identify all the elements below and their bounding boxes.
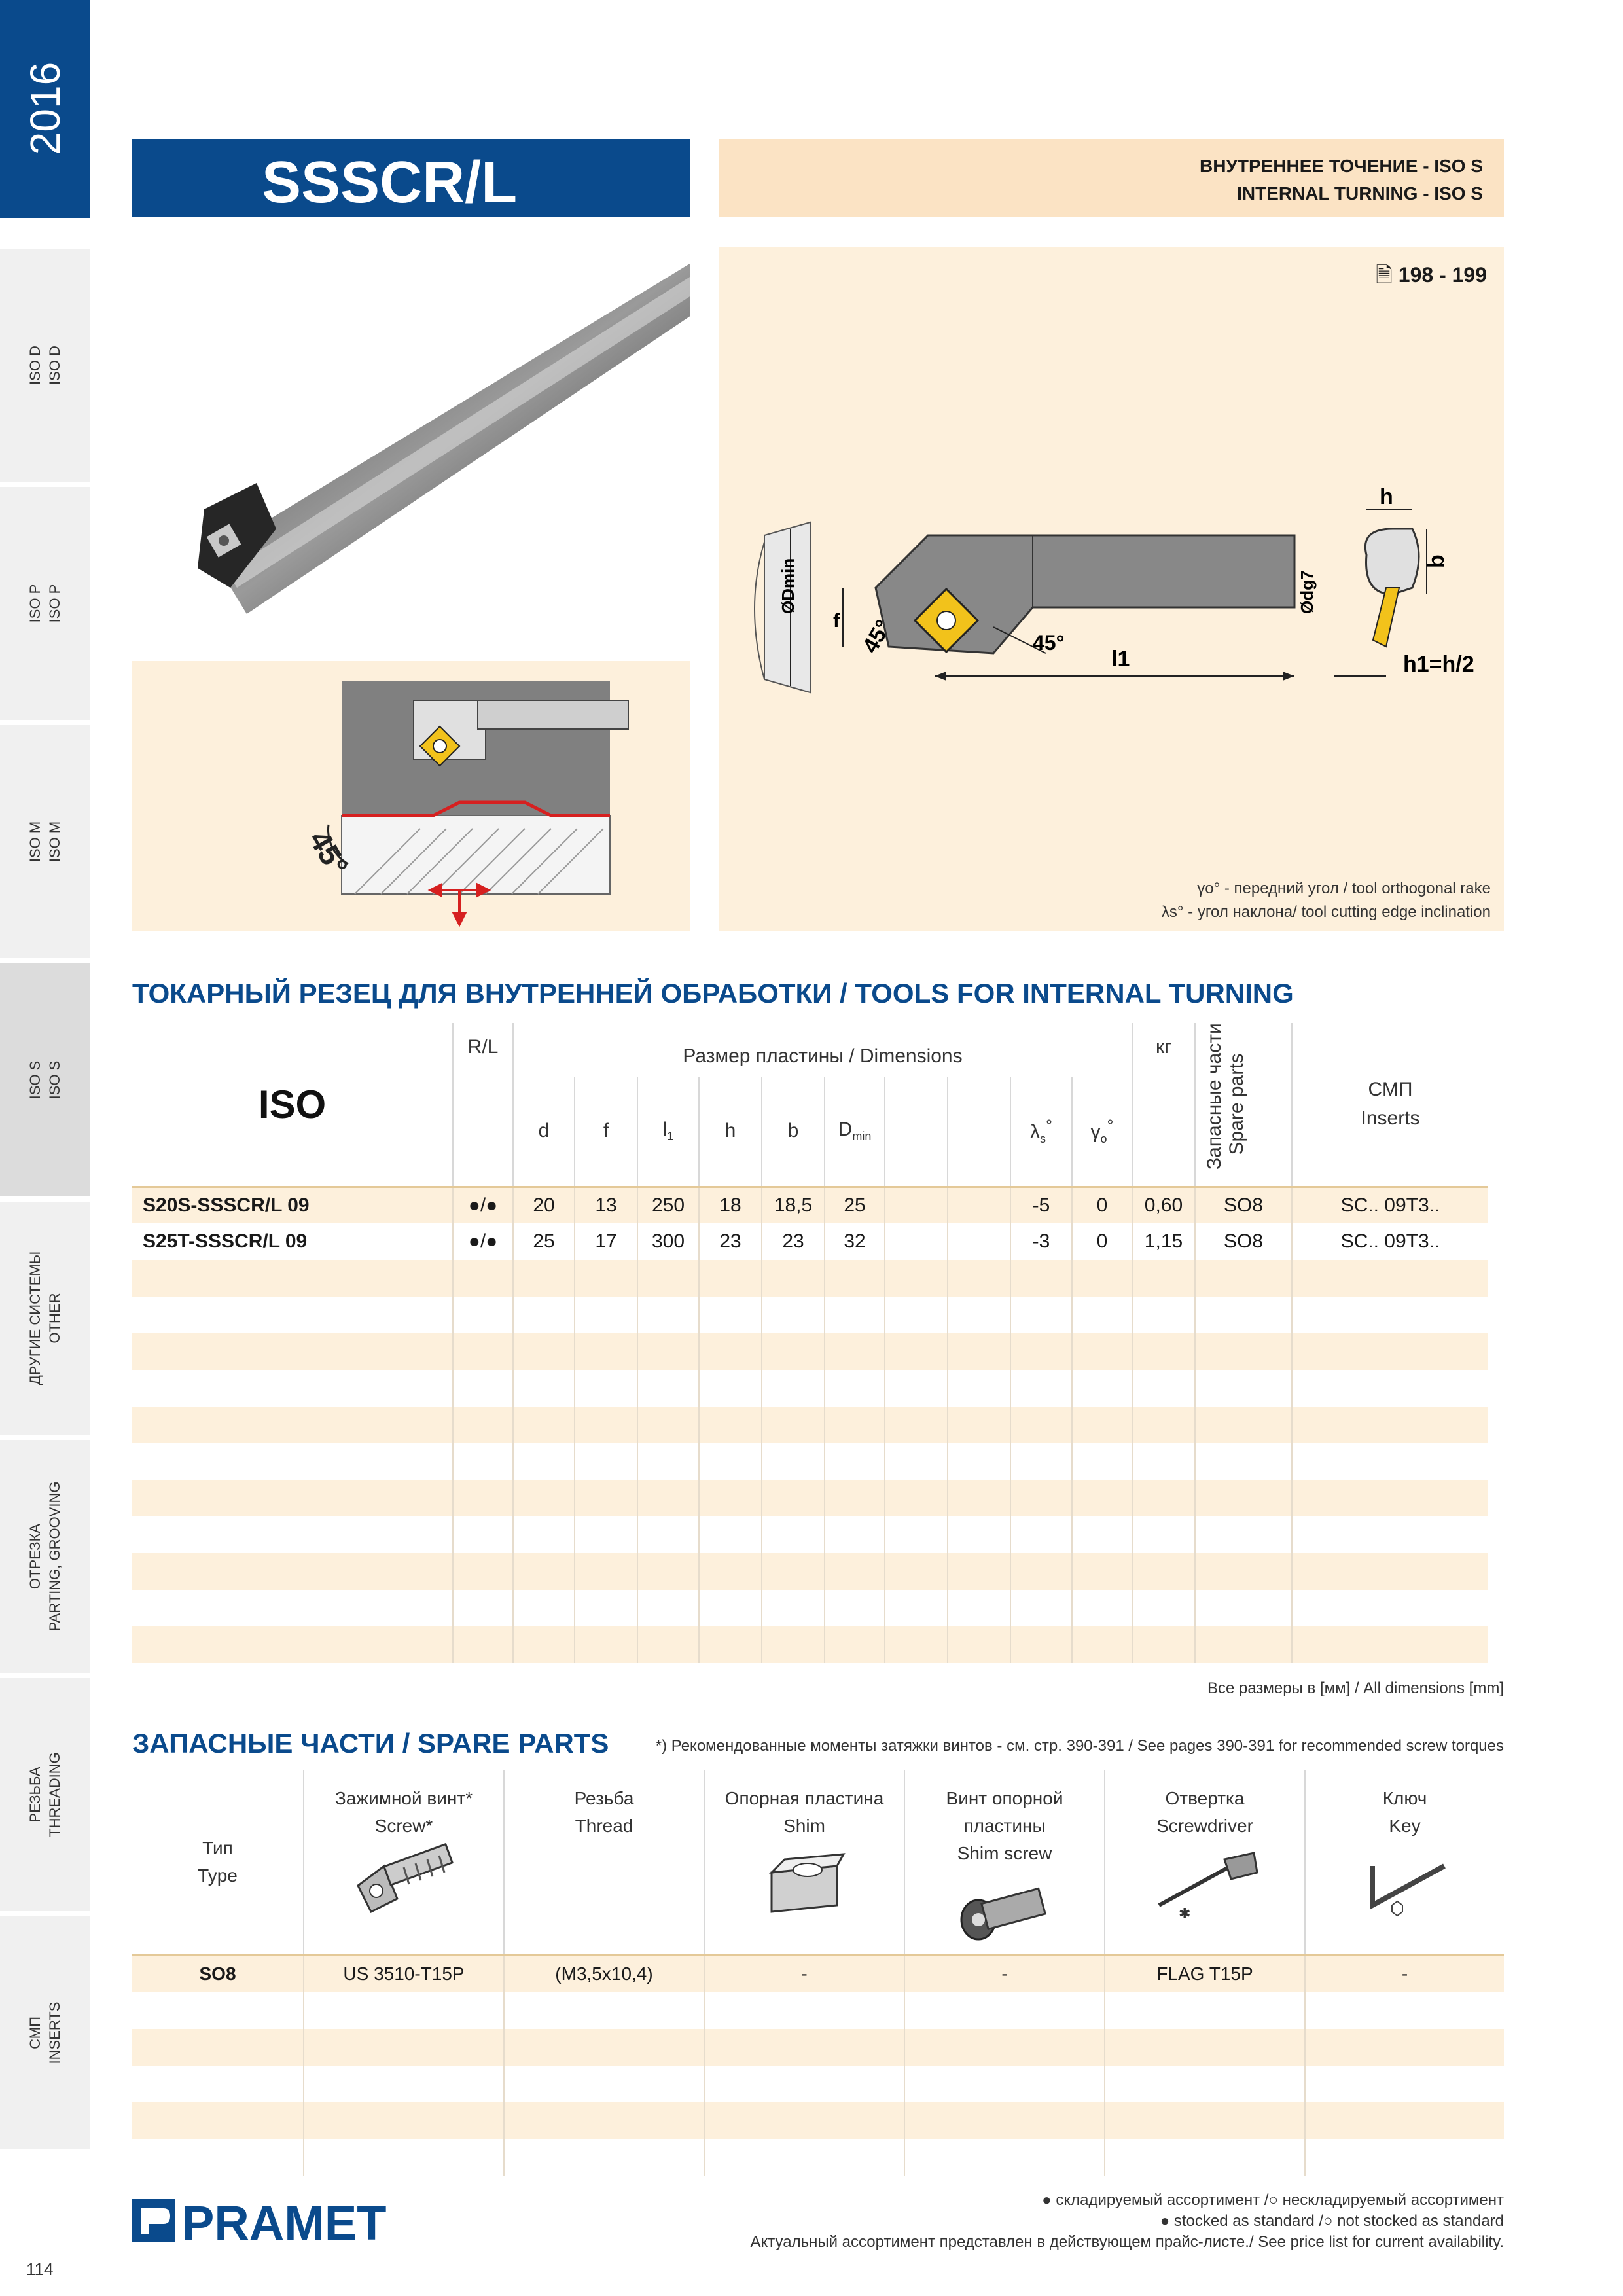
h1-label: h1=h/2 <box>1403 652 1474 677</box>
thread-header: Резьба Thread <box>504 1770 704 1956</box>
svg-text:✱: ✱ <box>1179 1905 1191 1918</box>
tab-label-en: ISO P <box>46 584 63 623</box>
dmin-header: $D_{min}$ <box>825 1077 885 1187</box>
sidebar-tab-inserts[interactable] <box>0 1914 90 2149</box>
tab-label-ru: ISO P <box>27 584 43 623</box>
weight-header: кг <box>1132 1023 1195 1187</box>
shim-screw-icon <box>939 1867 1070 1946</box>
f-header: f <box>575 1077 637 1187</box>
screw-header: Зажимной винт* Screw* <box>304 1770 504 1956</box>
tab-label-ru: СМП <box>27 2017 43 2049</box>
tab-label-en: PARTING, GROOVING <box>46 1481 63 1632</box>
document-icon: 🗎 <box>1376 263 1393 287</box>
screwdriver-icon <box>1139 1840 1270 1918</box>
year-label: 2016 <box>22 62 69 156</box>
tab-label-ru: ISO D <box>27 346 43 385</box>
dimensions-note: Все размеры в [мм] / All dimensions [mm] <box>1207 1679 1504 1697</box>
technical-drawing <box>719 247 1504 931</box>
empty-row <box>132 1333 1488 1370</box>
b-header: b <box>762 1077 825 1187</box>
boring-bar-photo-icon <box>132 247 690 635</box>
tab-label-en: ISO M <box>46 821 63 863</box>
sidebar-tab-iso-m[interactable] <box>0 723 90 958</box>
b-label: b <box>1424 554 1449 568</box>
gamma-header: $\gamma_o^\circ$ <box>1072 1077 1132 1187</box>
lambda-header: $\lambda_s^\circ$ <box>1010 1077 1072 1187</box>
tab-label-en: THREADING <box>46 1752 63 1837</box>
empty-row <box>132 1480 1488 1516</box>
shim-header: Опорная пластина Shim <box>704 1770 904 1956</box>
machining-diagram <box>132 661 690 931</box>
product-title-box <box>132 139 690 217</box>
empty-row <box>132 1407 1488 1443</box>
year-tab[interactable] <box>0 0 90 218</box>
empty-header <box>885 1077 948 1187</box>
page-reference-text: 198 - 199 <box>1398 263 1487 287</box>
angle-label-45-b: 45° <box>857 615 897 658</box>
spare-parts-header: Запасные части Spare parts <box>1195 1023 1292 1187</box>
hex-key-icon <box>1340 1840 1471 1918</box>
l1-label: l1 <box>1111 647 1130 672</box>
d-header: d <box>513 1077 575 1187</box>
sidebar-tab-other[interactable] <box>0 1199 90 1435</box>
empty-row <box>132 2066 1504 2102</box>
angle-label-45-c: 45° <box>1033 631 1065 655</box>
key-header: Ключ Key <box>1305 1770 1504 1956</box>
f-label: f <box>833 610 840 632</box>
tab-label-ru: ISO M <box>27 821 43 863</box>
tab-label-ru: ОТРЕЗКА <box>27 1523 43 1590</box>
type-header: Тип Type <box>198 1838 238 1886</box>
empty-row <box>132 1590 1488 1626</box>
empty-row <box>132 1370 1488 1407</box>
h-label: h <box>1380 484 1393 509</box>
stock-legend-ru: ● складируемый ассортимент /○ нескладируемый ассортимент <box>1042 2191 1504 2209</box>
sidebar-tab-iso-s[interactable] <box>0 961 90 1196</box>
stock-legend-en: ● stocked as standard /○ not stocked as standard <box>1160 2212 1504 2230</box>
sidebar-tab-parting[interactable] <box>0 1437 90 1673</box>
pramet-logo <box>132 2194 407 2246</box>
brand-name: PRAMET <box>182 2196 387 2246</box>
torque-note: *) Рекомендованные моменты затяжки винтов - см. стр. 390-391 / See pages 390-391 for recommended screw torques <box>655 1737 1504 1755</box>
sidebar-tab-iso-d[interactable] <box>0 246 90 482</box>
clamp-screw-icon <box>338 1840 469 1918</box>
availability-note: Актуальный ассортимент представлен в действующем прайс-листе./ See price list for current availability. <box>750 2233 1504 2251</box>
l1-header: $l_1$ <box>637 1077 699 1187</box>
legend-gamma: γo° - передний угол / tool orthogonal rake <box>1197 880 1491 897</box>
category-ru: ВНУТРЕННЕЕ ТОЧЕНИЕ - ISO S <box>1199 156 1483 176</box>
shim-icon <box>739 1840 870 1918</box>
dg7-label: Ødg7 <box>1297 570 1317 614</box>
empty-row <box>132 1626 1488 1663</box>
sidebar-tab-iso-p[interactable] <box>0 484 90 720</box>
empty-row <box>132 1297 1488 1333</box>
empty-row <box>132 1443 1488 1480</box>
empty-row <box>132 2102 1504 2139</box>
iso-header: ISO <box>258 1082 327 1126</box>
tab-label-en: ISO S <box>46 1060 63 1100</box>
empty-row <box>132 1260 1488 1297</box>
inserts-header: СМП Inserts <box>1292 1023 1488 1187</box>
h-header: h <box>699 1077 762 1187</box>
internal-turning-diagram-icon <box>132 661 690 931</box>
sidebar-tab-threading[interactable] <box>0 1676 90 1911</box>
empty-header <box>948 1077 1010 1187</box>
tab-label-en: ISO D <box>46 346 63 385</box>
empty-row <box>132 2029 1504 2066</box>
dimensions-header: Размер пластины / Dimensions <box>513 1023 1132 1077</box>
tools-section-heading: ТОКАРНЫЙ РЕЗЕЦ ДЛЯ ВНУТРЕННЕЙ ОБРАБОТКИ / TOOLS FOR INTERNAL TURNING <box>132 978 1294 1009</box>
spare-parts-table <box>132 1770 1504 2176</box>
empty-row <box>132 1992 1504 2029</box>
table-row[interactable]: S25T-SSSCR/L 09 ●/● 25 17 300 23 23 32 -3 0 1,15 SO8 SC.. 09T3.. <box>132 1223 1488 1260</box>
product-photo <box>132 247 690 635</box>
dmin-label: ØDmin <box>778 558 798 614</box>
tab-label-ru: ISO S <box>27 1060 43 1100</box>
category-en: INTERNAL TURNING - ISO S <box>1237 183 1483 204</box>
product-title: SSSCR/L <box>262 150 518 215</box>
sidebar <box>0 0 90 2296</box>
spare-parts-heading: ЗАПАСНЫЕ ЧАСТИ / SPARE PARTS <box>132 1728 609 1759</box>
empty-row <box>132 1553 1488 1590</box>
table-row[interactable]: SO8 US 3510-T15P (M3,5x10,4) - - FLAG T15P - <box>132 1956 1504 1992</box>
category-box <box>719 139 1504 217</box>
page-number: 114 <box>26 2259 54 2279</box>
screwdriver-header: Отвертка Screwdriver ✱ <box>1105 1770 1305 1956</box>
empty-row <box>132 2139 1504 2176</box>
tab-label-ru: ДРУГИЕ СИСТЕМЫ <box>27 1251 43 1386</box>
tools-table <box>132 1023 1488 1663</box>
tool-dimension-drawing-icon <box>719 247 1504 931</box>
table-row[interactable]: S20S-SSSCR/L 09 ●/● 20 13 250 18 18,5 25 -5 0 0,60 SO8 SC.. 09T3.. <box>132 1187 1488 1223</box>
tab-label-ru: РЕЗЬБА <box>27 1767 43 1823</box>
angle-label-45: 45° <box>302 824 355 882</box>
pramet-logo-icon <box>132 2194 407 2246</box>
rl-header: R/L <box>453 1023 513 1187</box>
legend-lambda: λs° - угол наклона/ tool cutting edge inclination <box>1161 903 1491 921</box>
tab-label-en: INSERTS <box>46 2001 63 2064</box>
empty-row <box>132 1516 1488 1553</box>
tab-label-en: OTHER <box>46 1293 63 1344</box>
shim-screw-header: Винт опорной пластины Shim screw <box>904 1770 1105 1956</box>
